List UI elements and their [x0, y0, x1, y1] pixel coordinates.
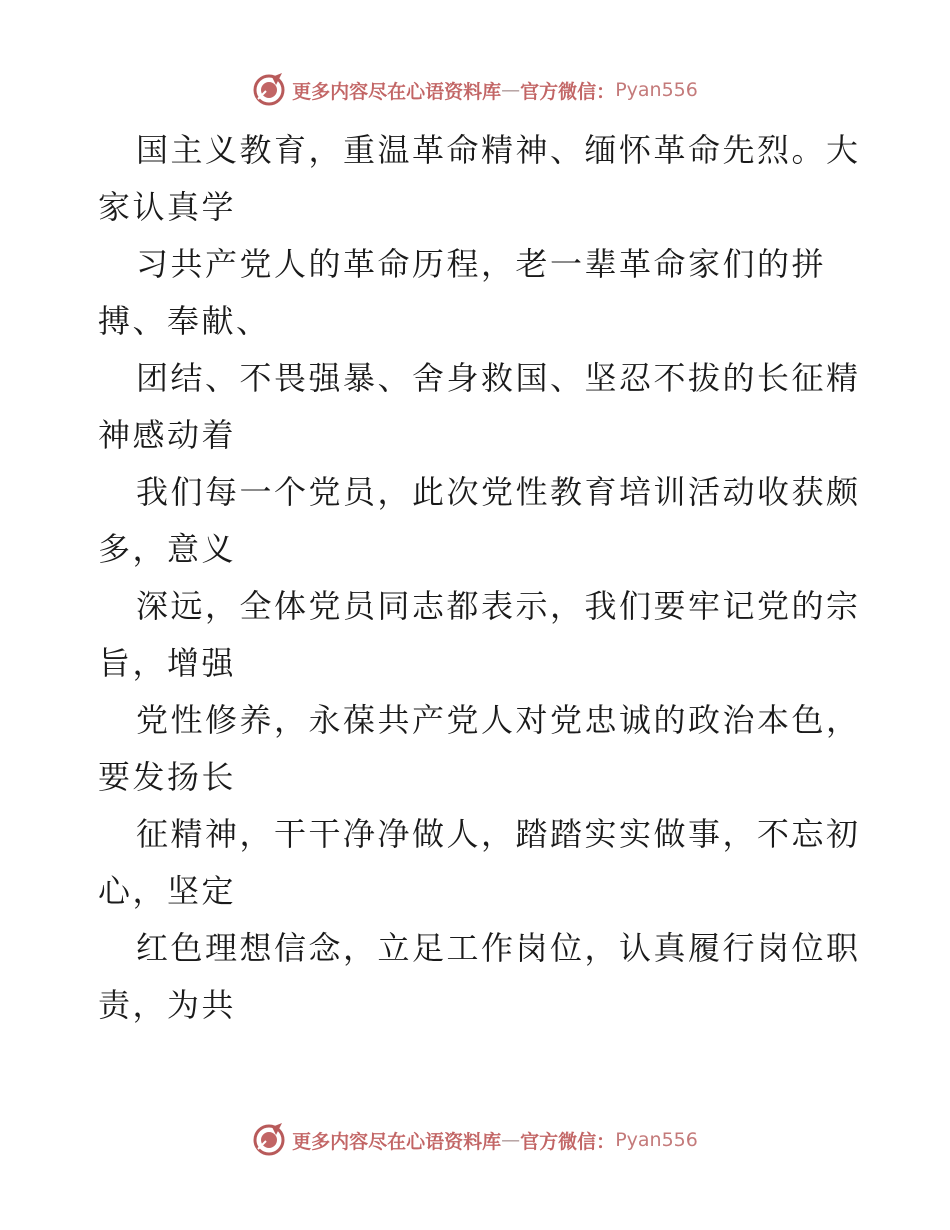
paragraph-line: 深远，全体党员同志都表示，我们要牢记党的宗: [136, 587, 861, 625]
paragraph-8: [98, 920, 861, 1034]
paragraph-line: 旨，增强: [98, 644, 237, 682]
watermark-wechat-label: 官方微信：: [520, 80, 616, 103]
paragraph-line: 要发扬长: [98, 758, 237, 796]
watermark-wechat-id: Pyan556: [615, 1129, 698, 1151]
paragraph-7: [98, 806, 861, 920]
paragraph-line: 家认真学: [98, 188, 237, 226]
watermark-site-text: 更多内容尽在心语资料库: [292, 1130, 502, 1153]
paragraph-line: 搏、奉献、: [98, 302, 271, 340]
paragraph-line: 心，坚定: [98, 872, 237, 910]
paragraph-line: 征精神，干干净净做人，踏踏实实做事，不忘初: [136, 815, 861, 853]
paragraph-line: 国主义教育，重温革命精神、缅怀革命先烈。大: [136, 131, 861, 169]
paragraph-line: 责，为共: [98, 986, 237, 1024]
paragraph-5: [98, 578, 861, 692]
paragraph-4: [98, 464, 861, 578]
paragraph-line: 神感动着: [98, 416, 237, 454]
header-watermark: [0, 70, 950, 110]
paragraph-line: 我们每一个党员，此次党性教育培训活动收获颇: [136, 473, 861, 511]
footer-watermark: [0, 1120, 950, 1160]
watermark-site-text: 更多内容尽在心语资料库: [292, 80, 502, 103]
paragraph-2: [98, 236, 858, 350]
watermark-wechat-id: Pyan556: [615, 79, 698, 101]
paragraph-3: [98, 350, 861, 464]
paragraph-1: [98, 122, 861, 236]
paragraph-line: 团结、不畏强暴、舍身救国、坚忍不拔的长征精: [136, 359, 861, 397]
paragraph-line: 红色理想信念，立足工作岗位，认真履行岗位职: [136, 929, 861, 967]
document-body: [98, 122, 861, 1034]
watermark-separator: —: [501, 79, 521, 101]
pen-logo-icon: [252, 73, 286, 107]
paragraph-line: 习共产党人的革命历程，老一辈革命家们的拼: [136, 245, 827, 283]
pen-logo-icon: [252, 1123, 286, 1157]
watermark-wechat-label: 官方微信：: [520, 1130, 616, 1153]
paragraph-6: [98, 692, 861, 806]
watermark-separator: —: [501, 1129, 521, 1151]
paragraph-line: 多，意义: [98, 530, 237, 568]
paragraph-line: 党性修养，永葆共产党人对党忠诚的政治本色，: [136, 701, 861, 739]
